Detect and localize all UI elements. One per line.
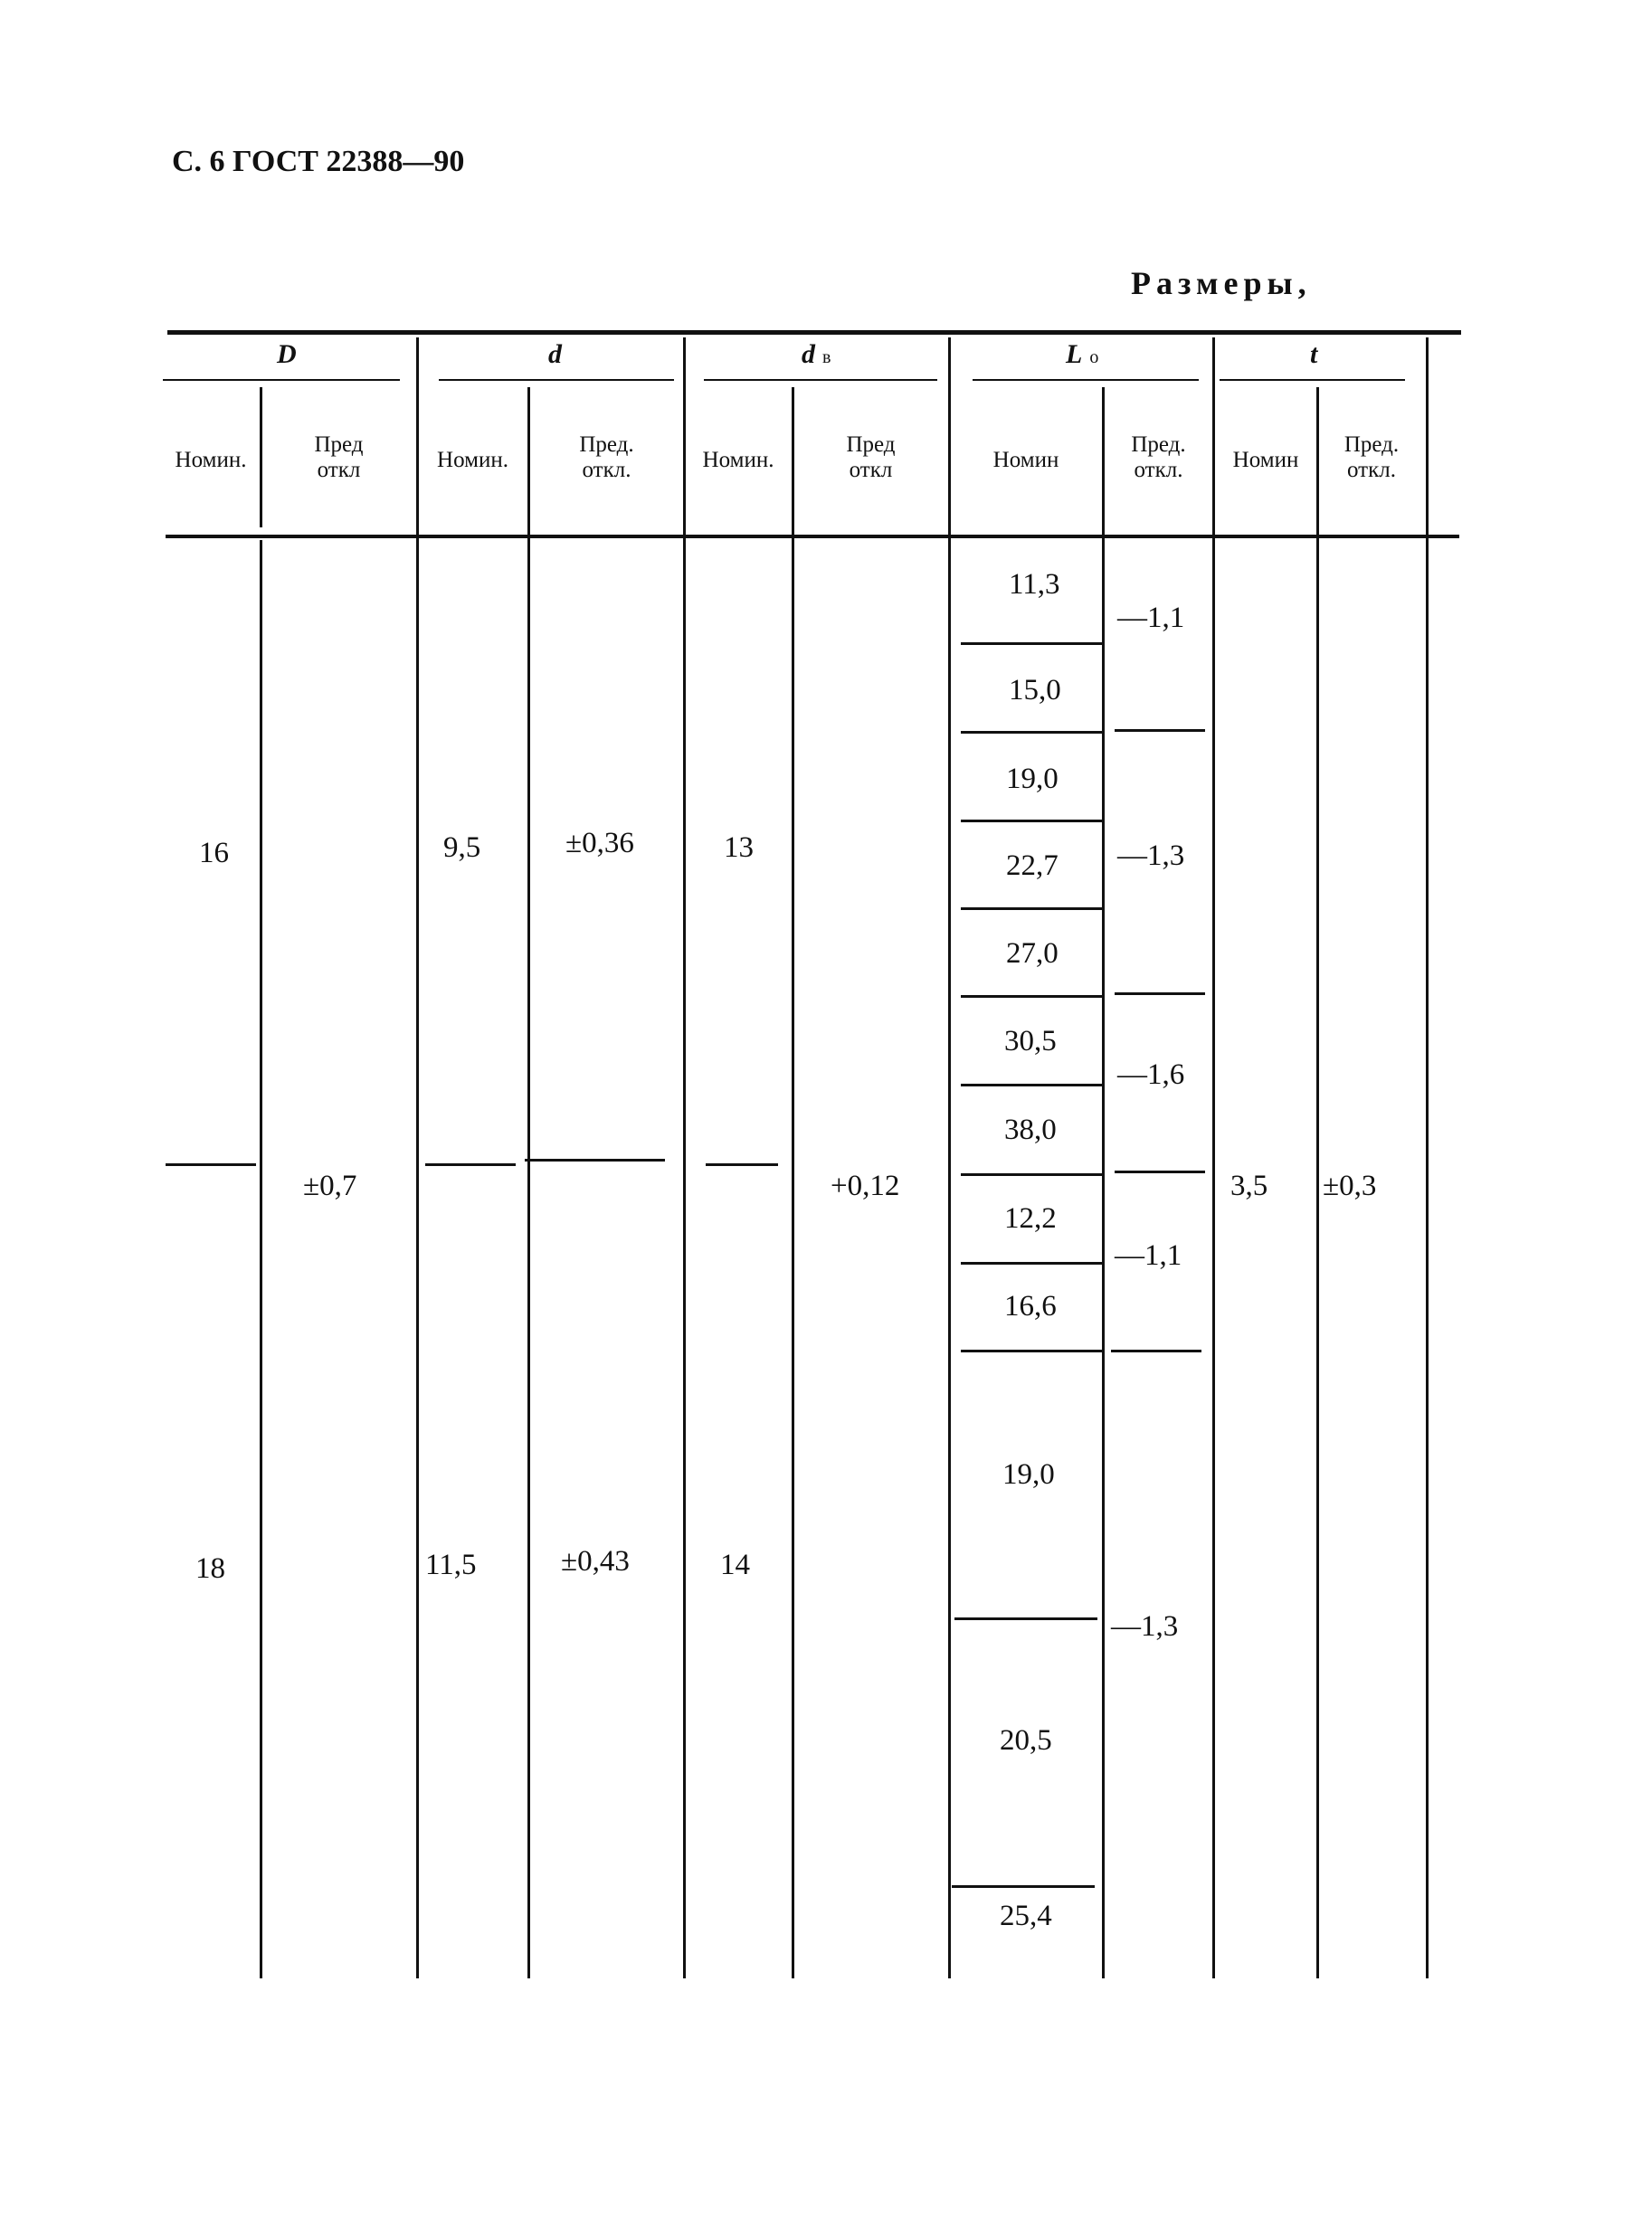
group-header-d: d [548, 339, 562, 369]
col-divider [1102, 387, 1105, 1978]
cell-L0-nominal: 22,7 [1006, 849, 1059, 882]
group-header-D: D [277, 339, 297, 369]
cell-dv-nominal-13: 13 [724, 831, 754, 864]
row-separator [1115, 1171, 1205, 1173]
col-header-line: Пред. [579, 432, 634, 457]
cell-D-tolerance: ±0,7 [303, 1170, 357, 1202]
group-header-L0 [1066, 339, 1098, 370]
cell-t-nominal: 3,5 [1230, 1170, 1268, 1202]
row-separator [952, 1885, 1095, 1888]
cell-L0-nominal: 19,0 [1002, 1458, 1055, 1491]
row-separator [166, 1163, 256, 1166]
row-separator [706, 1163, 778, 1166]
col-header-d-tolerance [532, 432, 681, 483]
group-header-L0-main: L [1066, 339, 1083, 369]
col-header-dv-nominal: Номин. [702, 448, 774, 472]
row-separator [961, 642, 1104, 645]
cell-L0-tolerance: —1,1 [1115, 1239, 1182, 1272]
cell-D-nominal-16: 16 [199, 837, 229, 869]
cell-L0-nominal: 11,3 [1009, 568, 1060, 601]
group-underline-L0 [973, 379, 1199, 381]
row-separator [1115, 992, 1205, 995]
group-underline-dv [704, 379, 937, 381]
cell-L0-nominal: 16,6 [1004, 1290, 1057, 1323]
col-header-line: откл [849, 458, 893, 482]
cell-L0-tolerance: —1,3 [1111, 1610, 1179, 1643]
col-header-line: Пред. [1131, 432, 1186, 457]
row-separator [425, 1163, 516, 1166]
cell-dv-nominal-14: 14 [720, 1549, 750, 1581]
col-divider [792, 387, 794, 1978]
group-header-dv [802, 339, 831, 370]
col-divider [527, 387, 530, 1978]
cell-L0-nominal: 30,5 [1004, 1025, 1057, 1057]
row-separator [961, 907, 1104, 910]
cell-D-nominal-18: 18 [195, 1552, 225, 1585]
col-divider [416, 337, 419, 1978]
row-separator [961, 1262, 1104, 1265]
col-divider [1426, 337, 1429, 1978]
cell-L0-nominal: 38,0 [1004, 1114, 1057, 1146]
cell-L0-nominal: 19,0 [1006, 763, 1059, 795]
col-header-line: откл [317, 458, 361, 482]
cell-L0-nominal: 12,2 [1004, 1202, 1057, 1235]
col-divider [1316, 387, 1319, 1978]
row-separator [961, 1350, 1104, 1352]
col-divider [683, 337, 686, 1978]
group-header-t: t [1310, 339, 1318, 369]
row-separator [1115, 729, 1205, 732]
col-header-line: откл. [582, 458, 631, 482]
col-header-t-nominal: Номин [1232, 448, 1299, 472]
row-separator [961, 820, 1104, 822]
table-top-rule [167, 330, 1461, 335]
cell-d-tolerance: ±0,36 [565, 827, 634, 859]
row-separator [954, 1617, 1097, 1620]
col-header-L0-tolerance [1106, 432, 1211, 483]
cell-d-nominal-11-5: 11,5 [425, 1549, 477, 1581]
page-header: С. 6 ГОСТ 22388—90 [172, 145, 465, 178]
cell-t-tolerance: ±0,3 [1323, 1170, 1377, 1202]
group-header-dv-sub: в [822, 347, 831, 367]
cell-L0-nominal: 27,0 [1006, 937, 1059, 970]
group-underline-t [1220, 379, 1405, 381]
row-separator [961, 731, 1104, 734]
col-header-t-tolerance [1321, 432, 1422, 483]
row-separator [1111, 1350, 1201, 1352]
col-header-dv-tolerance [796, 432, 945, 483]
col-header-line: Пред [846, 432, 896, 457]
cell-d-nominal-9-5: 9,5 [443, 831, 481, 864]
cell-L0-nominal: 15,0 [1009, 674, 1061, 706]
group-header-dv-main: d [802, 339, 815, 369]
row-separator [961, 995, 1104, 998]
cell-dv-tolerance: +0,12 [831, 1170, 900, 1202]
col-header-D-nominal: Номин. [175, 448, 247, 472]
col-header-line: Пред. [1343, 432, 1400, 457]
row-separator [961, 1173, 1104, 1176]
cell-L0-tolerance: —1,6 [1117, 1058, 1185, 1091]
col-header-line: откл. [1347, 458, 1396, 482]
col-divider [1212, 337, 1215, 1978]
row-separator [525, 1159, 665, 1162]
cell-L0-nominal: 25,4 [1000, 1900, 1052, 1932]
header-bottom-rule [166, 535, 1459, 538]
cell-L0-tolerance: —1,1 [1117, 602, 1185, 634]
cell-L0-nominal: 20,5 [1000, 1724, 1052, 1757]
col-divider [948, 337, 951, 1978]
col-header-line: Пред [314, 432, 364, 457]
col-header-d-nominal: Номин. [437, 448, 508, 472]
cell-d-tolerance: ±0,43 [561, 1545, 630, 1578]
col-header-D-tolerance [264, 432, 413, 483]
row-separator [961, 1084, 1104, 1086]
col-divider [260, 540, 262, 1978]
col-header-L0-nominal: Номин [992, 448, 1059, 472]
units-caption: Размеры, [1131, 265, 1312, 301]
group-header-L0-sub: о [1089, 347, 1099, 367]
col-divider [260, 387, 262, 527]
group-underline-D [163, 379, 400, 381]
col-header-line: откл. [1134, 458, 1183, 482]
group-underline-d [439, 379, 674, 381]
cell-L0-tolerance: —1,3 [1117, 839, 1185, 872]
